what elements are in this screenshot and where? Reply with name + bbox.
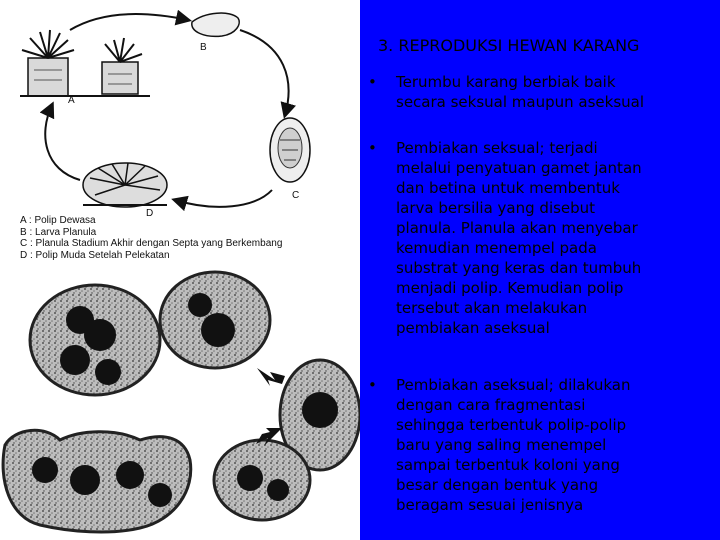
legend-item-c: C : Planula Stadium Akhir dengan Septa yang Berkembang: [20, 238, 283, 249]
legend-item-d: D : Polip Muda Setelah Pelekatan: [20, 249, 170, 261]
diagram-legend: [20, 215, 282, 261]
bullet-icon: •: [368, 73, 377, 91]
cycle-arrow-ab: [70, 14, 188, 30]
slide-title: 3. REPRODUKSI HEWAN KARANG: [378, 36, 640, 55]
young-polyp-illustration: [83, 163, 167, 207]
cycle-arrow-cd: [175, 190, 272, 207]
fragmentation-micrographs: [3, 272, 360, 532]
bullet-sexual-reproduction: [368, 138, 708, 343]
label-c: C: [292, 190, 300, 201]
text-panel: [360, 0, 720, 540]
label-a: A: [68, 95, 75, 106]
bullet-asexual-reproduction: [368, 375, 708, 520]
cycle-arrow-bc: [240, 30, 289, 115]
adult-polyp-illustration: [20, 30, 150, 96]
late-planula-illustration: [270, 118, 310, 182]
planula-larva-illustration: [192, 13, 239, 36]
pointer-arrow-1: [257, 368, 285, 386]
bullet-icon: •: [368, 376, 377, 394]
cycle-arrow-da: [45, 105, 80, 180]
bullet-reproduction-types: [368, 72, 708, 114]
label-b: B: [200, 42, 207, 53]
bullet-text: Pembiakan aseksual; dilakukan dengan cara fragmentasi sehingga terbentuk polip-polip baru yang saling menempel sampai terbentuk koloni yang besar dengan bentuk yang beragam sesuai jenisnya: [396, 376, 631, 514]
label-d: D: [146, 208, 154, 219]
bullet-text: Pembiakan seksual; terjadi melalui penyatuan gamet jantan dan betina untuk membentuk larva bersilia yang disebut planula. Planula akan menyebar kemudian menempel pada substrat yang keras dan tumbuh menjadi polip. Kemudian polip tersebut akan melakukan pembiakan aseksual: [396, 139, 642, 337]
legend-item-a: A : Polip Dewasa: [20, 215, 96, 226]
legend-item-b: B : Larva Planula: [20, 226, 97, 238]
bullet-text: Terumbu karang berbiak baik secara seksual maupun aseksual: [396, 73, 645, 111]
bullet-icon: •: [368, 139, 377, 157]
